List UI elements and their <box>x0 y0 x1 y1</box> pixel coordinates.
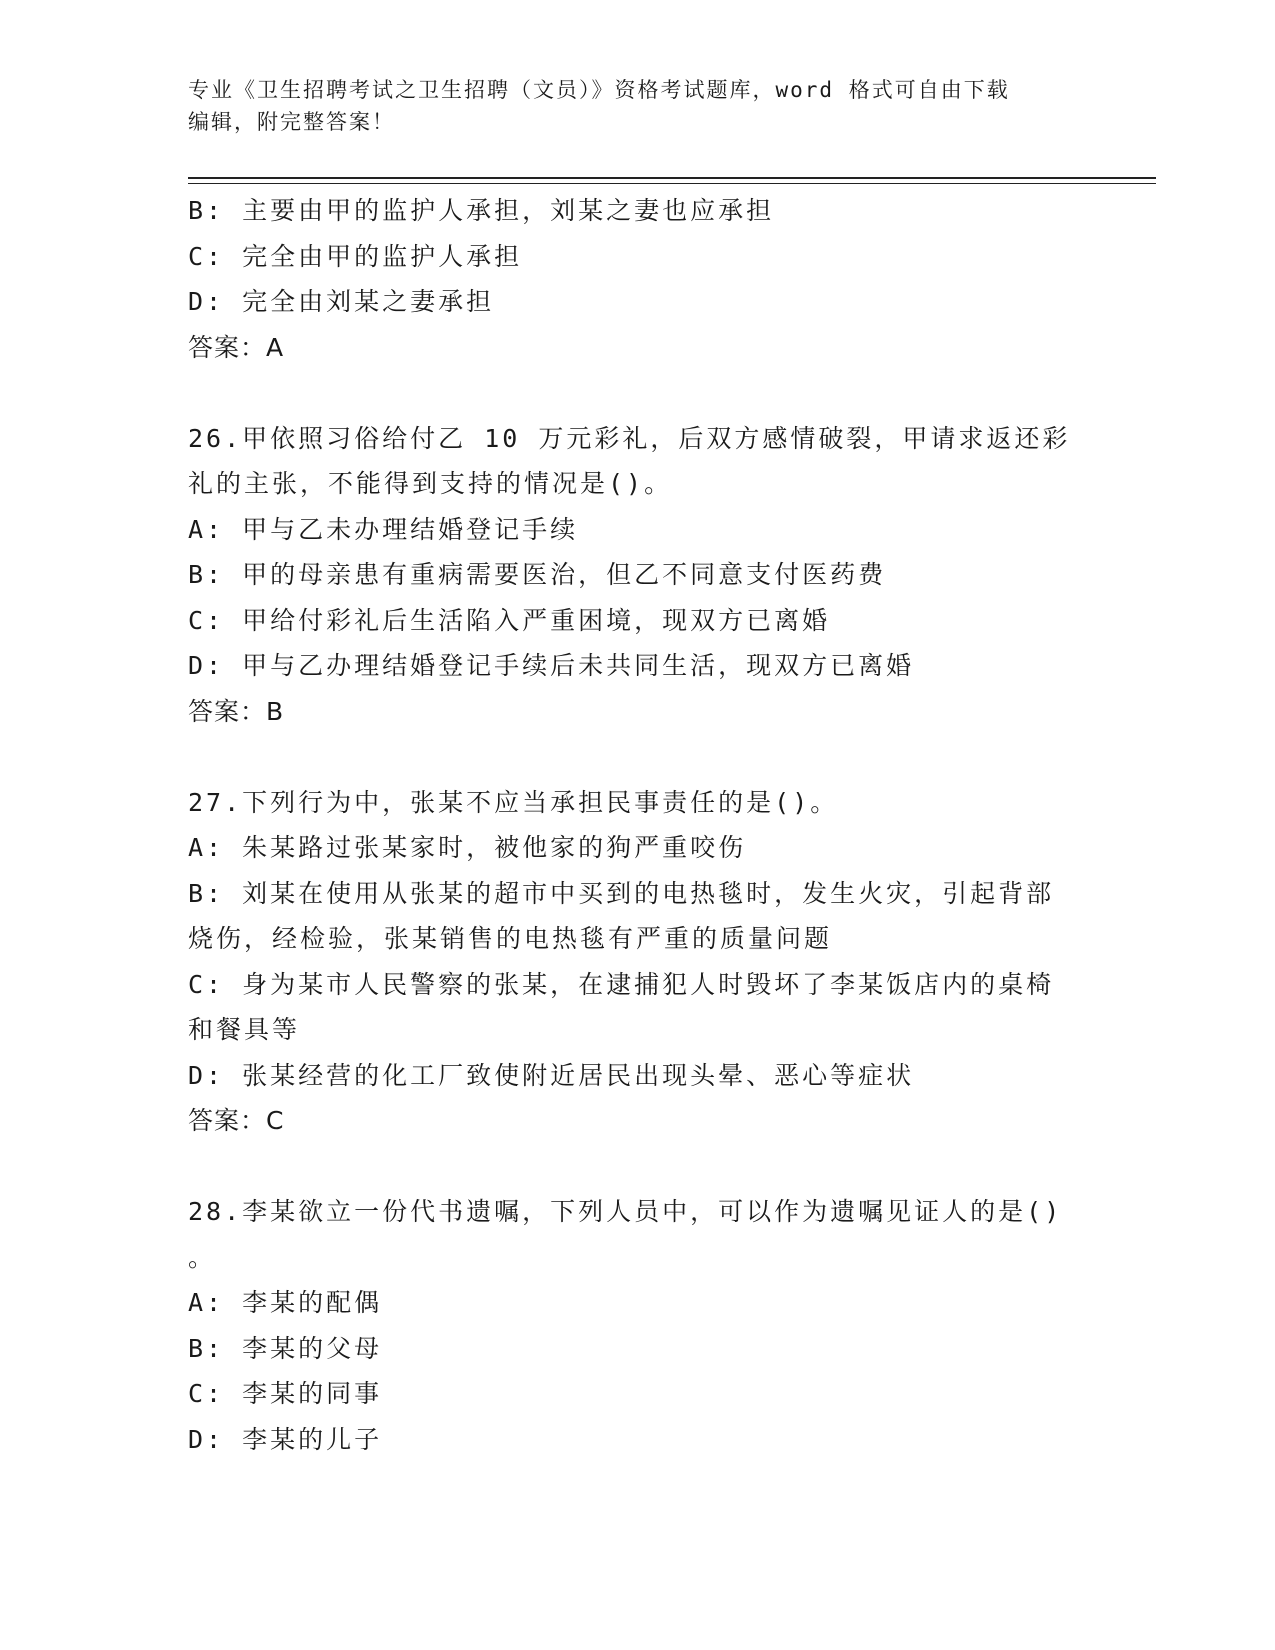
option-d: D: 甲与乙办理结婚登记手续后未共同生活，现双方已离婚 <box>188 651 915 680</box>
question-text: 27.下列行为中，张某不应当承担民事责任的是()。 <box>188 787 839 817</box>
option-b: B: 李某的父母 <box>188 1333 383 1363</box>
answer-line: 答案：B <box>188 696 285 726</box>
question-text-cont: 礼的主张，不能得到支持的情况是()。 <box>188 469 673 498</box>
answer-line: 答案：A <box>188 332 285 362</box>
option-c-cont: 和餐具等 <box>188 1015 301 1044</box>
option-a: A: 朱某路过张某家时，被他家的狗严重咬伤 <box>188 833 747 862</box>
question-text: 26.甲依照习俗给付乙 10 万元彩礼，后双方感情破裂，甲请求返还彩 <box>188 423 1071 453</box>
option-a: A: 甲与乙未办理结婚登记手续 <box>188 514 579 544</box>
question-27 <box>188 780 1088 1144</box>
option-b: B: 刘某在使用从张某的超市中买到的电热毯时，发生火灾，引起背部 <box>188 878 1055 908</box>
question-26 <box>188 416 1088 735</box>
document-body <box>188 188 1088 1462</box>
option-c: C: 身为某市人民警察的张某，在逮捕犯人时毁坏了李某饭店内的桌椅 <box>188 969 1055 999</box>
option-b-cont: 烧伤，经检验，张某销售的电热毯有严重的质量问题 <box>188 924 833 953</box>
option-d: D: 完全由刘某之妻承担 <box>188 287 495 316</box>
header-line-2: 编辑，附完整答案！ <box>188 110 395 134</box>
option-c: C: 李某的同事 <box>188 1379 383 1408</box>
previous-question-block <box>188 188 1088 370</box>
header-line-1: 专业《卫生招聘考试之卫生招聘（文员）》资格考试题库，word 格式可自由下载 <box>188 78 1010 102</box>
header-rule-thick <box>188 177 1156 179</box>
option-b: B: 主要由甲的监护人承担，刘某之妻也应承担 <box>188 196 775 225</box>
document-header <box>188 74 1068 138</box>
option-d: D: 张某经营的化工厂致使附近居民出现头晕、恶心等症状 <box>188 1060 915 1090</box>
question-text-cont: 。 <box>188 1242 217 1272</box>
option-b: B: 甲的母亲患有重病需要医治，但乙不同意支付医药费 <box>188 560 887 589</box>
option-c: C: 完全由甲的监护人承担 <box>188 241 523 271</box>
header-rule-thin <box>188 183 1156 184</box>
question-28 <box>188 1189 1088 1462</box>
option-a: A: 李某的配偶 <box>188 1288 383 1317</box>
option-c: C: 甲给付彩礼后生活陷入严重困境，现双方已离婚 <box>188 605 831 635</box>
question-text: 28.李某欲立一份代书遗嘱，下列人员中，可以作为遗嘱见证人的是() <box>188 1197 1063 1226</box>
option-d: D: 李某的儿子 <box>188 1424 383 1454</box>
answer-line: 答案：C <box>188 1106 285 1135</box>
